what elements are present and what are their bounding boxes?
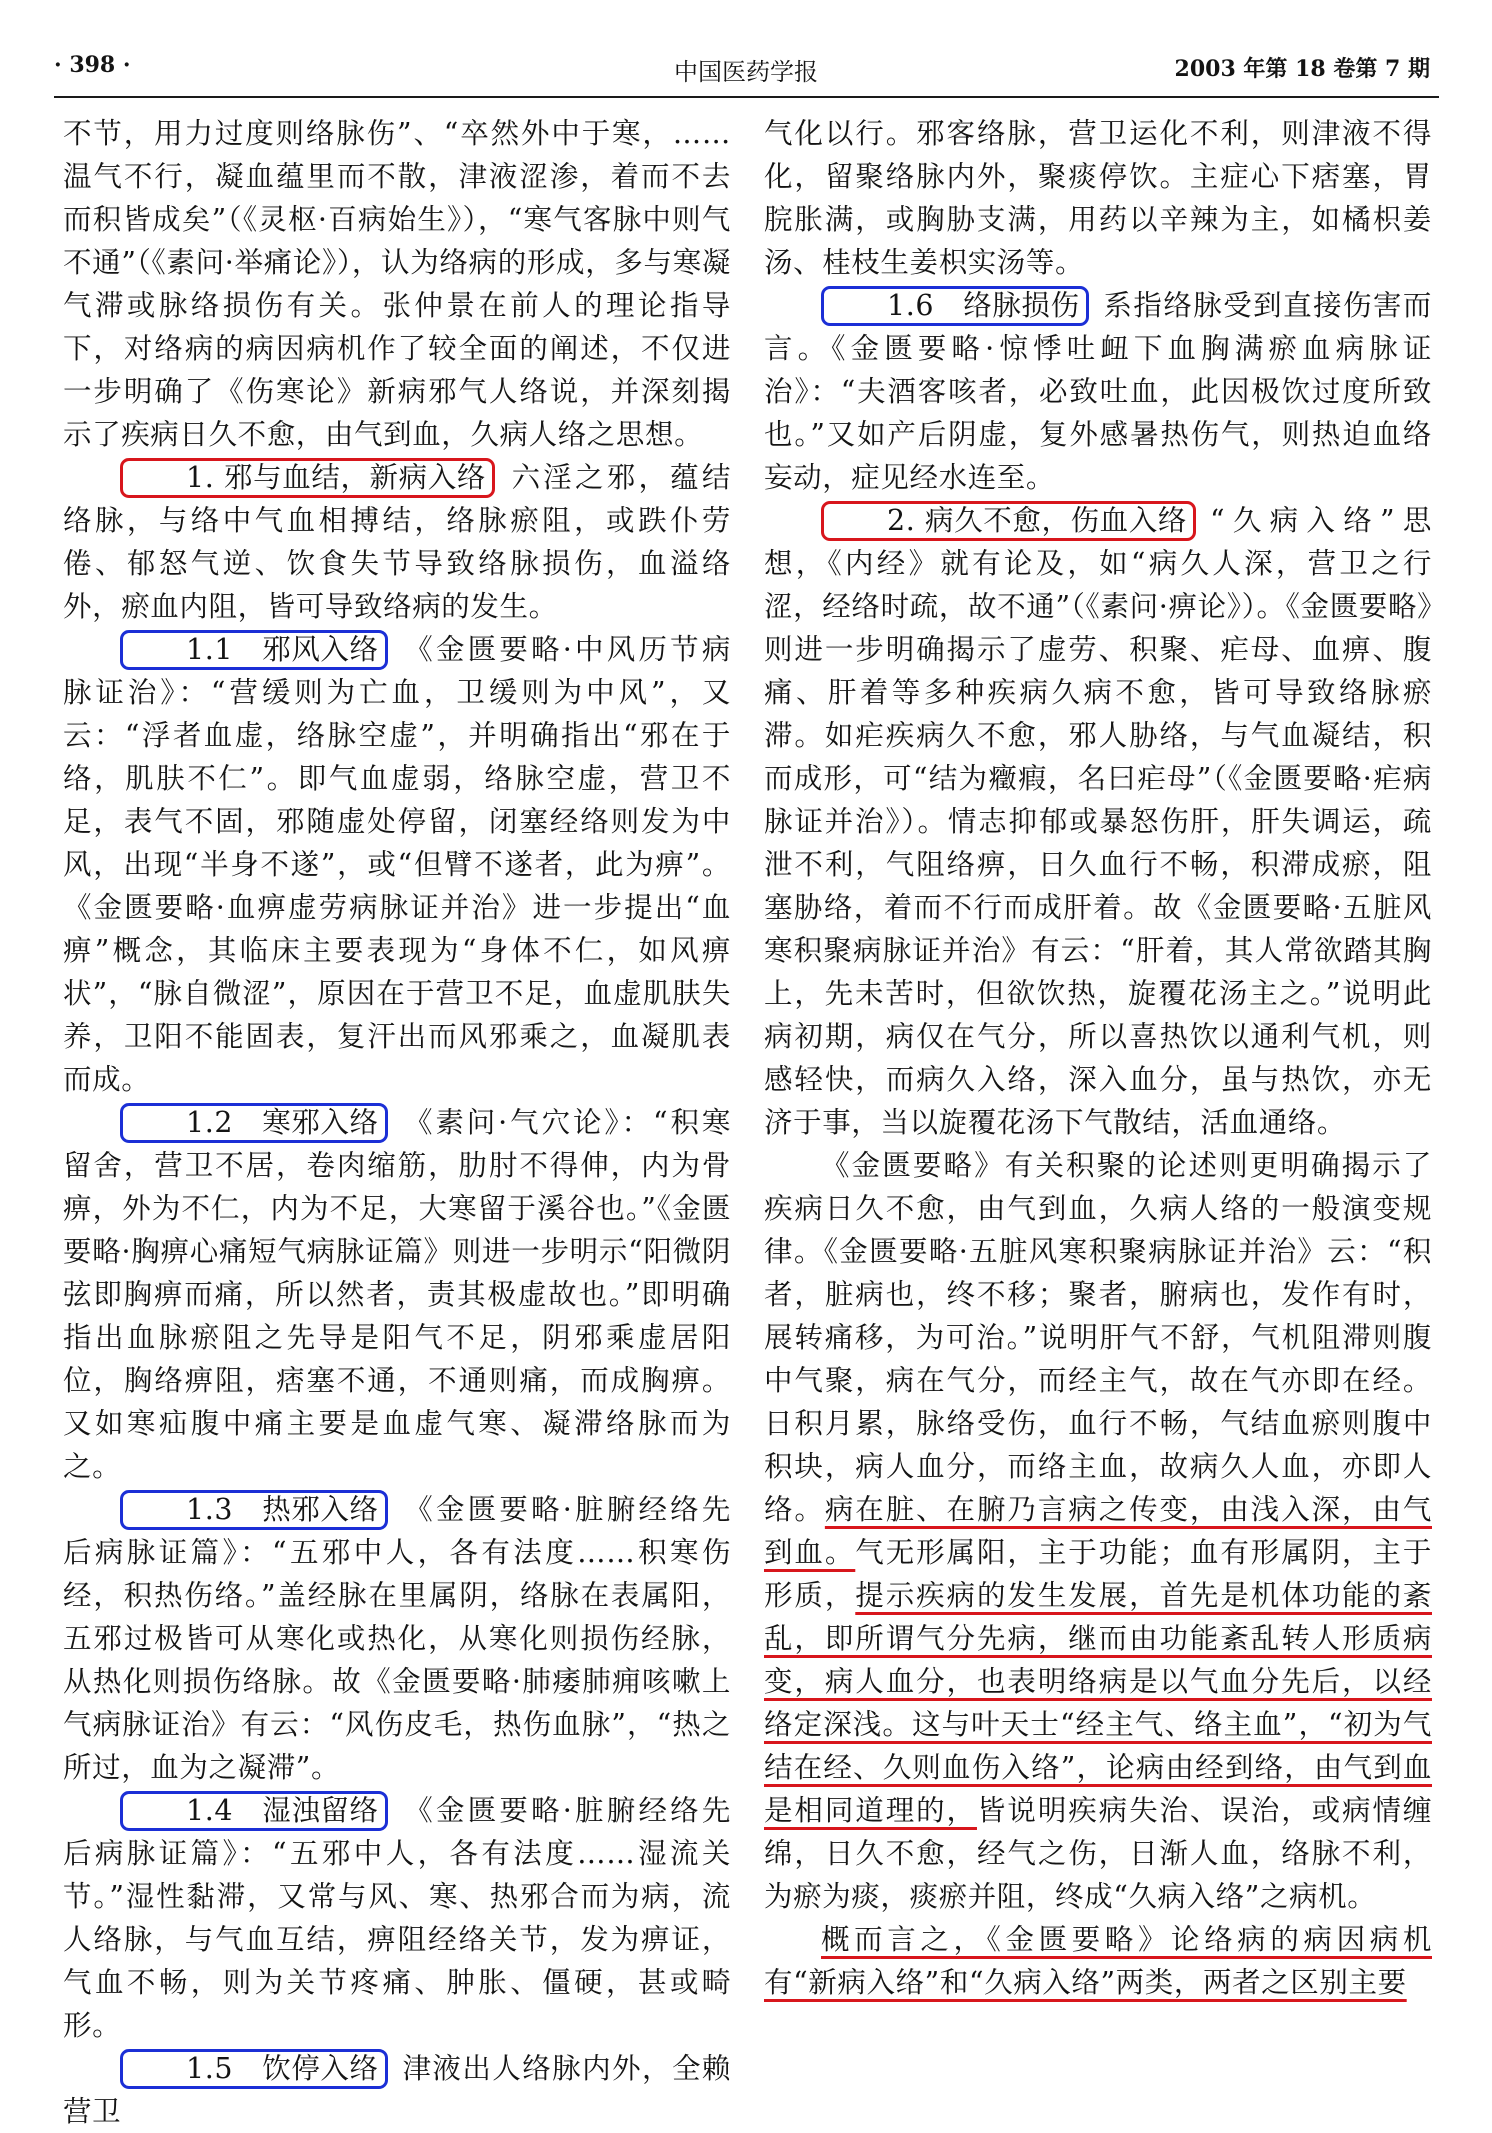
underlined-text: 病在脏、在腑乃言病之传变，由浅入深，由气到血。 bbox=[764, 1493, 1432, 1569]
subsection-text: 津液出人络脉内外，全赖营卫 bbox=[63, 2052, 731, 2128]
subsection-text: 《金匮要略·中风历节病脉证治》：“营缓则为亡血，卫缓则为中风”，又云：“浮者血虚，络脉空虚”，并明确指出“邪在于络，肌肤不仁”。即气血虚弱，络脉空虚，营卫不足，表气不固，邪随虚处停留，闭塞经络则发为中风，出现“半身不遂”，或“但臂不遂者，此为痹”。《金匮要略·血痹虚劳病脉证并治》进一步提出“血痹”概念，其临床主要表现为“身体不仁，如风痹状”，“脉自微涩”，原因在于营卫不足，血虚肌肤失养，卫阳不能固表，复汗出而风邪乘之，血凝肌表而成。 bbox=[63, 633, 731, 1096]
header-rule bbox=[54, 96, 1439, 98]
subsection-1-3 bbox=[63, 1488, 731, 1789]
left-column bbox=[63, 112, 731, 2133]
subsection-heading-1-4: 1.4 湿浊留络 bbox=[120, 1791, 388, 1831]
subsection-1-1 bbox=[63, 628, 731, 1101]
issue-info: 2003 年第 18 卷第 7 期 bbox=[1174, 56, 1430, 82]
underlined-text: 提示疾病的发生发展，首先是机体功能的紊乱，即所谓气分先病，继而由功能紊乱转人形质病变，病人血分，也表明络病是以气血分先后，以经络定深浅。这与叶天士“经主气、络主血”，“初为气结在经、久则血伤入络”，论病由经到络，由气到血是相同道理的， bbox=[764, 1579, 1432, 1827]
paragraph-text: 《金匮要略》有关积聚的论述则更明确揭示了疾病日久不愈，由气到血，久病人络的一般演变规律。《金匮要略·五脏风寒积聚病脉证并治》云：“积者，脏病也，终不移；聚者，腑病也，发作有时，展转痛移，为可治。”说明肝气不舒，气机阻滞则腹中气聚，病在气分，而经主气，故在气亦即在经。日积月累，脉络受伤，血行不畅，气结血瘀则腹中积块，病人血分，而络主血，故病久人血，亦即人络。 bbox=[764, 1149, 1432, 1526]
section-2 bbox=[764, 499, 1432, 1144]
subsection-1-2 bbox=[63, 1101, 731, 1488]
subsection-heading-1-6: 1.6 络脉损伤 bbox=[821, 286, 1089, 326]
section-text: 六淫之邪，蕴结络脉，与络中气血相搏结，络脉瘀阻，或跌仆劳倦、郁怒气逆、饮食失节导致络脉损伤，血溢络外，瘀血内阻，皆可导致络病的发生。 bbox=[63, 461, 731, 623]
section-heading-2: 2. 病久不愈，伤血入络 bbox=[821, 501, 1196, 541]
paragraph-accumulation bbox=[764, 1144, 1432, 1918]
subsection-1-5 bbox=[63, 2047, 731, 2133]
subsection-heading-1-3: 1.3 热邪入络 bbox=[120, 1490, 388, 1530]
paragraph: 不节，用力过度则络脉伤”、“卒然外中于寒，……温气不行，凝血蕴里而不散，津液涩渗，着而不去而积皆成矣”（《灵枢·百病始生》），“寒气客脉中则气不通”（《素问·举痛论》），认为络病的形成，多与寒凝气滞或脉络损伤有关。张仲景在前人的理论指导下，对络病的病因病机作了较全面的阐述，不仅进一步明确了《伤寒论》新病邪气人络说，并深刻揭示了疾病日久不愈，由气到血，久病人络之思想。 bbox=[63, 117, 731, 451]
section-heading-1: 1. 邪与血结，新病入络 bbox=[120, 458, 495, 498]
subsection-heading-1-2: 1.2 寒邪入络 bbox=[120, 1103, 388, 1143]
page-number: · 398 · bbox=[54, 52, 131, 78]
paragraph-text: 皆说明疾病失治、误治，或病情缠绵，日久不愈，经气之伤，日渐人血，络脉不利，为瘀为痰，痰瘀并阻，终成“久病入络”之病机。 bbox=[764, 1794, 1432, 1913]
paragraph-text: 气无形属阳，主于功能；血有形属阴，主于形质， bbox=[764, 1536, 1432, 1612]
paragraph: 气化以行。邪客络脉，营卫运化不利，则津液不得化，留聚络脉内外，聚痰停饮。主症心下痞塞，胃脘胀满，或胸胁支满，用药以辛辣为主，如橘枳姜汤、桂枝生姜枳实汤等。 bbox=[764, 117, 1432, 279]
right-column bbox=[764, 112, 1432, 2004]
paragraph-summary bbox=[764, 1918, 1432, 2004]
subsection-1-4 bbox=[63, 1789, 731, 2047]
section-text: “久病入络”思想，《内经》就有论及，如“病久人深，营卫之行涩，经络时疏，故不通”（《素问·痹论》）。《金匮要略》则进一步明确揭示了虚劳、积聚、疟母、血痹、腹痛、肝着等多种疾病久病不愈，皆可导致络脉瘀滞。如疟疾病久不愈，邪人胁络，与气血凝结，积而成形，可“结为癥瘕，名曰疟母”（《金匮要略·疟病脉证并治》）。情志抑郁或暴怒伤肝，肝失调运，疏泄不利，气阻络痹，日久血行不畅，积滞成瘀，阻塞胁络，着而不行而成肝着。故《金匮要略·五脏风寒积聚病脉证并治》有云：“肝着，其人常欲踏其胸上，先未苦时，但欲饮热，旋覆花汤主之。”说明此病初期，病仅在气分，所以喜热饮以通利气机，则感轻快，而病久入络，深入血分，虽与热饮，亦无济于事，当以旋覆花汤下气散结，活血通络。 bbox=[764, 504, 1432, 1139]
subsection-text: 《金匮要略·脏腑经络先后病脉证篇》：“五邪中人，各有法度……积寒伤经，积热伤络。”盖经脉在里属阴，络脉在表属阳，五邪过极皆可从寒化或热化，从寒化则损伤经脉，从热化则损伤络脉。故《金匮要略·肺痿肺痈咳嗽上气病脉证治》有云：“风伤皮毛，热伤血脉”，“热之所过，血为之凝滞”。 bbox=[63, 1493, 731, 1784]
subsection-text: 《金匮要略·脏腑经络先后病脉证篇》：“五邪中人，各有法度……湿流关节。”湿性黏滞，又常与风、寒、热邪合而为病，流人络脉，与气血互结，痹阻经络关节，发为痹证，气血不畅，则为关节疼痛、肿胀、僵硬，甚或畸形。 bbox=[63, 1794, 731, 2042]
underlined-text: 概而言之，《金匮要略》论络病的病因病机有“新病入络”和“久病入络”两类，两者之区别主要 bbox=[764, 1923, 1432, 1999]
subsection-text: 《素问·气穴论》：“积寒留舍，营卫不居，卷肉缩筋，肋肘不得伸，内为骨痹，外为不仁，内为不足，大寒留于溪谷也。”《金匮要略·胸痹心痛短气病脉证篇》则进一步明示“阳微阴弦即胸痹而痛，所以然者，责其极虚故也。”即明确指出血脉瘀阻之先导是阳气不足，阴邪乘虚居阳位，胸络痹阻，痞塞不通，不通则痛，而成胸痹。又如寒疝腹中痛主要是血虚气寒、凝滞络脉而为之。 bbox=[63, 1106, 731, 1483]
subsection-heading-1-5: 1.5 饮停入络 bbox=[120, 2049, 388, 2089]
journal-title: 中国医药学报 bbox=[674, 58, 818, 86]
subsection-1-6 bbox=[764, 284, 1432, 499]
section-1 bbox=[63, 456, 731, 628]
subsection-heading-1-1: 1.1 邪风入络 bbox=[120, 630, 388, 670]
subsection-text: 系指络脉受到直接伤害而言。《金匮要略·惊悸吐衄下血胸满瘀血病脉证治》：“夫酒客咳者，必致吐血，此因极饮过度所致也。”又如产后阴虚，复外感暑热伤气，则热迫血络妄动，症见经水连至。 bbox=[764, 289, 1432, 494]
